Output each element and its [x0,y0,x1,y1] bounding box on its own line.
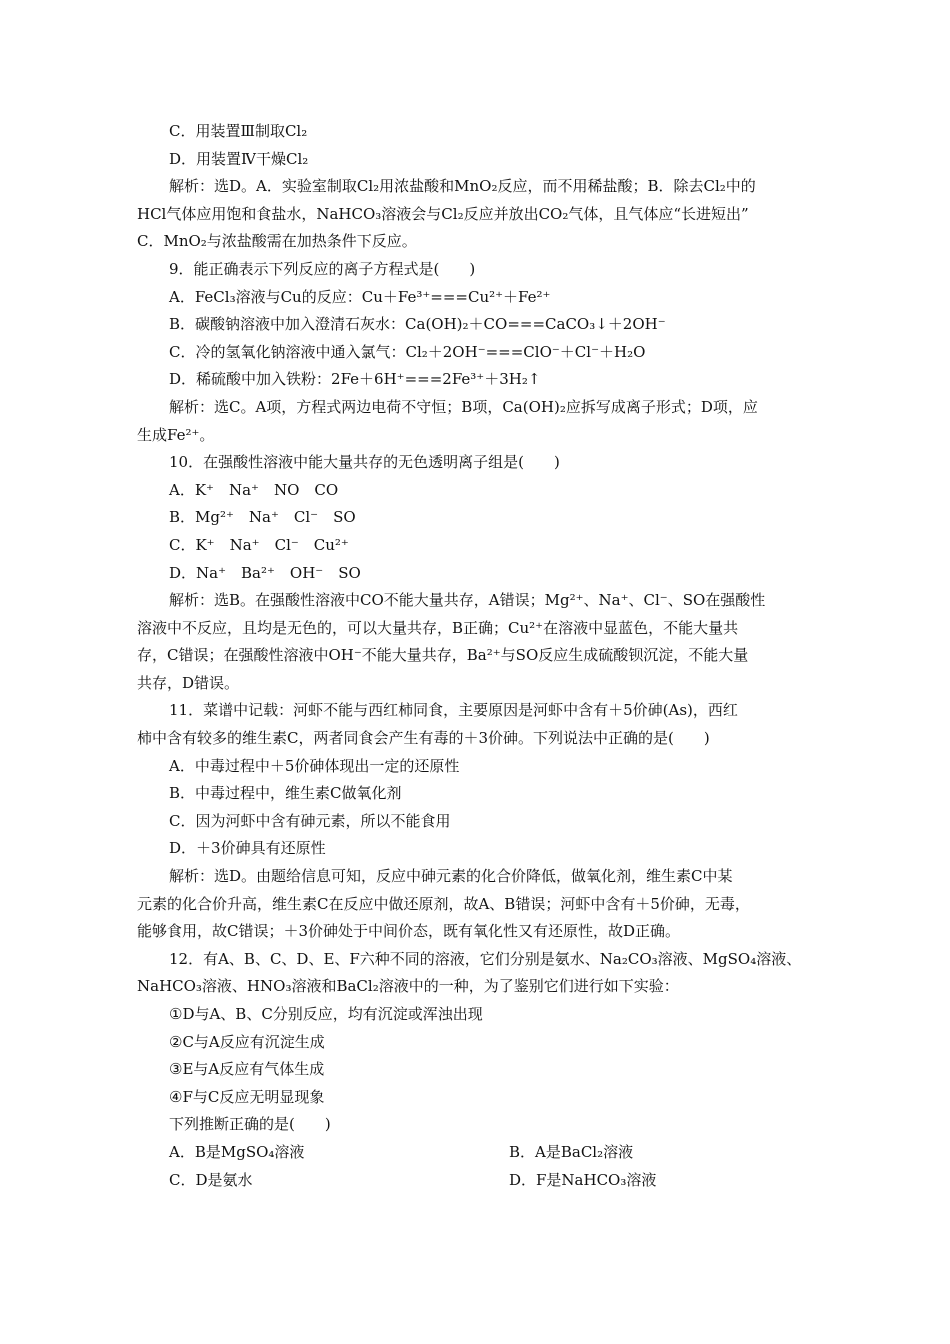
text-line: HCl气体应用饱和食盐水，NaHCO₃溶液会与Cl₂反应并放出CO₂气体，且气体应“长进短出” [137,204,749,223]
text-line: B．碳酸钠溶液中加入澄清石灰水：Ca(OH)₂＋CO===CaCO₃↓＋2OH⁻ [169,315,666,334]
text-line: 12．有A、B、C、D、E、F六种不同的溶液，它们分别是氨水、Na₂CO₃溶液、MgSO₄溶液、 [169,949,802,968]
text-line: C．MnO₂与浓盐酸需在加热条件下反应。 [137,232,417,251]
text-line: D．用装置Ⅳ干燥Cl₂ [169,149,309,168]
text-line: ③E与A反应有气体生成 [169,1060,325,1079]
text-line: C．因为河虾中含有砷元素，所以不能食用 [169,811,451,830]
option-left: A．B是MgSO₄溶液 [169,1142,305,1161]
text-line: D．稀硫酸中加入铁粉：2Fe＋6H⁺===2Fe³⁺＋3H₂↑ [169,370,541,389]
option-row [137,1139,815,1167]
text-line: C．K⁺ Na⁺ Cl⁻ Cu²⁺ [169,535,349,554]
text-line: D．＋3价砷具有还原性 [169,839,326,858]
text-line: 溶液中不反应，且均是无色的，可以大量共存，B正确；Cu²⁺在溶液中显蓝色，不能大量共 [137,618,739,637]
text-line: 存，C错误；在强酸性溶液中OH⁻不能大量共存，Ba²⁺与SO反应生成硫酸钡沉淀，不能大量 [137,646,749,665]
text-line: 解析：选C。A项，方程式两边电荷不守恒；B项，Ca(OH)₂应拆写成离子形式；D项，应 [169,397,758,416]
text-line: ①D与A、B、C分别反应，均有沉淀或浑浊出现 [169,1005,483,1023]
text-line: 10．在强酸性溶液中能大量共存的无色透明离子组是( ) [169,453,560,472]
text-line: 下列推断正确的是( ) [169,1115,331,1134]
text-line: 解析：选B。在强酸性溶液中CO不能大量共存，A错误；Mg²⁺、Na⁺、Cl⁻、SO在强酸性 [169,591,766,610]
text-line: ④F与C反应无明显现象 [169,1087,325,1106]
text-line: C．冷的氢氧化钠溶液中通入氯气：Cl₂＋2OH⁻===ClO⁻＋Cl⁻＋H₂O [169,342,646,361]
text-line: 共存，D错误。 [137,673,240,692]
text-line: C．用装置Ⅲ制取Cl₂ [169,122,308,140]
text-line: ②C与A反应有沉淀生成 [169,1032,325,1051]
text-line: 能够食用，故C错误；＋3价砷处于中间价态，既有氧化性又有还原性，故D正确。 [137,922,681,941]
text-line: 9．能正确表示下列反应的离子方程式是( ) [169,259,476,278]
option-right: B．A是BaCl₂溶液 [509,1142,634,1161]
text-line: 11．菜谱中记载：河虾不能与西红柿同食，主要原因是河虾中含有＋5价砷(As)，西红 [169,701,738,720]
document-body [137,118,815,1194]
text-line: A．中毒过程中＋5价砷体现出一定的还原性 [169,756,460,775]
text-line: 解析：选D。由题给信息可知，反应中砷元素的化合价降低，做氧化剂，维生素C中某 [169,867,733,886]
text-line: A．FeCl₃溶液与Cu的反应：Cu＋Fe³⁺===Cu²⁺＋Fe²⁺ [169,287,551,306]
option-left: C．D是氨水 [169,1170,253,1189]
text-line: 解析：选D。A．实验室制取Cl₂用浓盐酸和MnO₂反应，而不用稀盐酸；B．除去Cl₂中的 [169,177,756,196]
text-line: B．中毒过程中，维生素C做氧化剂 [169,784,402,803]
text-line: 生成Fe²⁺。 [137,425,215,444]
option-row [137,1167,815,1195]
option-right: D．F是NaHCO₃溶液 [509,1170,657,1189]
text-line: 柿中含有较多的维生素C，两者同食会产生有毒的＋3价砷。下列说法中正确的是( ) [137,729,710,748]
text-line: NaHCO₃溶液、HNO₃溶液和BaCl₂溶液中的一种，为了鉴别它们进行如下实验： [137,977,679,996]
text-line: D．Na⁺ Ba²⁺ OH⁻ SO [169,563,361,582]
text-line: B．Mg²⁺ Na⁺ Cl⁻ SO [169,508,356,527]
text-line: A．K⁺ Na⁺ NO CO [169,480,339,499]
text-line: 元素的化合价升高，维生素C在反应中做还原剂，故A、B错误；河虾中含有＋5价砷，无毒， [137,894,750,913]
